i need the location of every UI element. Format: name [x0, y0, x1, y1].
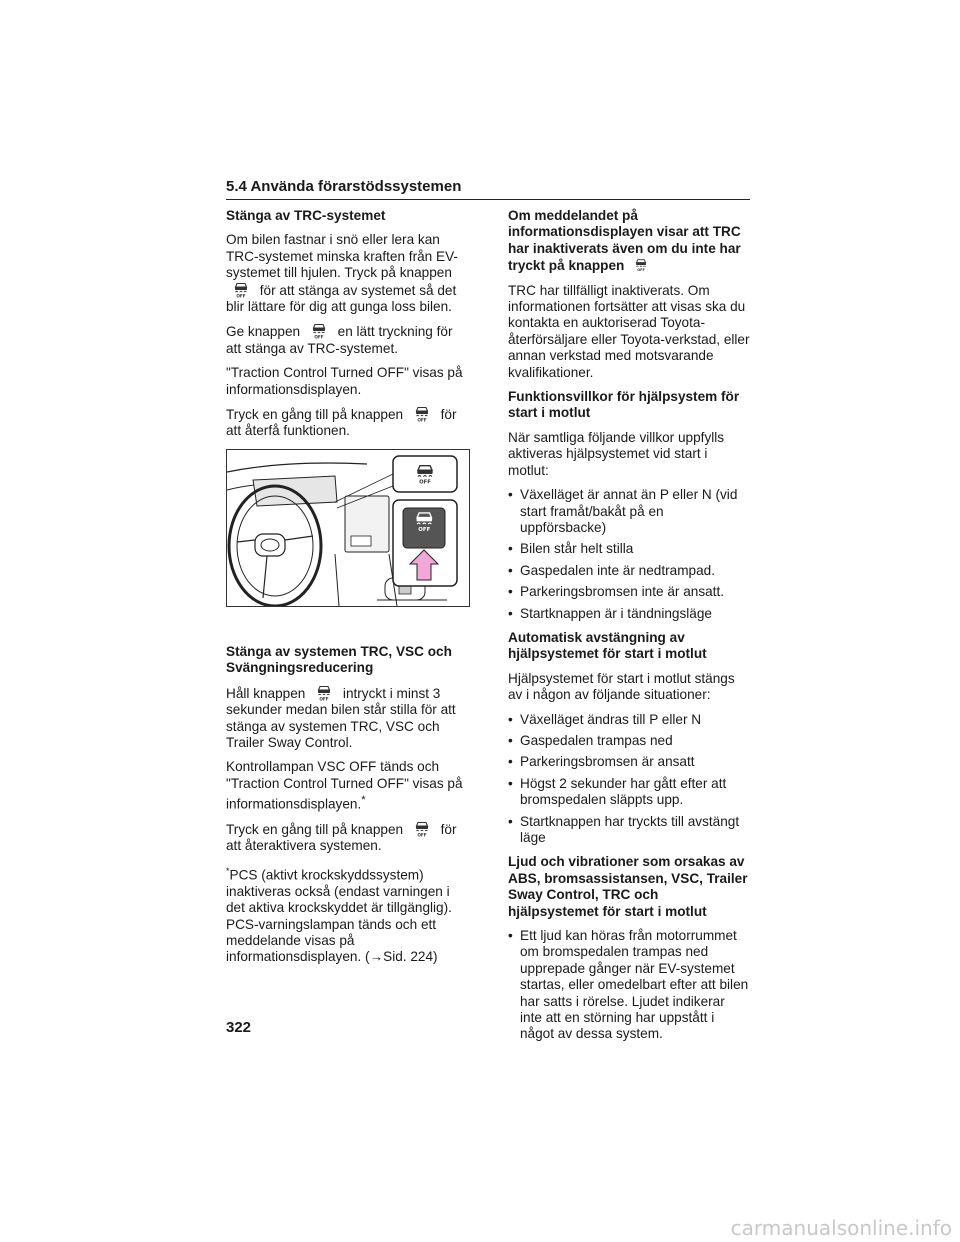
paragraph: När samtliga följande villkor uppfylls aktiveras hjälpsystemet vid start i motlut: [508, 429, 725, 478]
vsc-off-button-icon [313, 685, 335, 701]
text: Om bilen fastnar i snö eller lera kan TRC-systemet minska kraften från EV-systemet till hjulen. Tryck på knappen [226, 232, 458, 281]
watermark: carmanualsonline.info [730, 1216, 952, 1240]
text: en lätt tryckning för att stänga av TRC-systemet. [226, 324, 453, 356]
footnote-mark: * [361, 794, 366, 807]
list-item: • Startknappen är i tändningsläge [508, 606, 750, 622]
heading-hill-start-auto-off: Automatisk avstängning av hjälpsystemet för start i motlut [508, 629, 707, 662]
dashboard-illustration [226, 449, 470, 607]
text: intryckt i minst 3 sekunder medan bilen står stilla för att stänga av systemen TRC, VSC och Trailer Sway Control. [226, 685, 456, 750]
heading-sounds-vibrations: Ljud och vibrationer som orsakas av ABS, bromsassistansen, VSC, Trailer Sway Control, TRC och hjälpsystemet för start i motlut [508, 854, 748, 919]
vsc-off-button-icon [308, 323, 330, 339]
text: Ge knappen [226, 324, 301, 340]
right-column [508, 208, 750, 1051]
paragraph [226, 406, 468, 440]
list-item: • Bilen står helt stilla [508, 541, 750, 557]
text: Håll knappen [226, 685, 306, 701]
paragraph [226, 323, 468, 357]
text: Kontrollampan VSC OFF tänds och "Traction Control Turned OFF" visas på informationsdisplayen. [226, 759, 463, 812]
list-item: • Parkeringsbromsen är ansatt [508, 754, 750, 770]
heading-trc-message [508, 208, 750, 275]
paragraph [226, 759, 468, 813]
vsc-off-button-icon [230, 282, 252, 298]
list-item: • Växelläget ändras till P eller N [508, 712, 750, 728]
paragraph: "Traction Control Turned OFF" visas på informationsdisplayen. [226, 365, 463, 397]
page-number: 322 [226, 1019, 252, 1036]
footnote-mark: * [226, 865, 230, 876]
vsc-off-button-icon [632, 257, 650, 273]
heading-disable-trc: Stänga av TRC-systemet [226, 208, 386, 223]
dashboard-drawing [227, 450, 469, 606]
paragraph: Hjälpsystemet för start i motlut stängs av i någon av följande situationer: [508, 670, 735, 703]
heading-disable-trc-vsc: Stänga av systemen TRC, VSC och Svängningsreducering [226, 643, 452, 676]
list-item: • Gaspedalen trampas ned [508, 733, 750, 749]
paragraph [226, 685, 468, 752]
text: PCS (aktivt krockskyddssystem) inaktiveras också (endast varningen i det aktiva krockskyddet är tillgänglig). PCS-varningslampan tänds och ett meddelande visas på informationsdisplayen. (→Sid. 224) [226, 867, 452, 965]
text: för att återfå funktionen. [226, 407, 457, 439]
heading-hill-start-conditions: Funktionsvillkor för hjälpsystem för start i motlut [508, 389, 740, 421]
text: Tryck en gång till på knappen [226, 822, 404, 838]
auto-off-list [508, 712, 750, 847]
footnote [226, 863, 468, 966]
list-item: • Växelläget är annat än P eller N (vid start framåt/bakåt på en uppförsbacke) [508, 487, 750, 536]
vsc-off-button-icon [411, 821, 433, 837]
sounds-list [508, 928, 750, 1043]
paragraph [226, 232, 468, 315]
list-item: • Startknappen har tryckts till avstängt läge [508, 814, 750, 847]
text: för att stänga av systemet så det blir lättare för dig att gunga loss bilen. [226, 282, 457, 315]
off-label: OFF [418, 526, 431, 533]
text: för att återaktivera systemen. [226, 822, 457, 854]
list-item: • Parkeringsbromsen inte är ansatt. [508, 584, 750, 600]
paragraph: TRC har tillfälligt inaktiverats. Om informationen fortsätter att visas ska du kontakta en auktoriserad Toyota-återförsäljare eller Toyota-verkstad, eller annan verkstad med motsvarande kvalifikationer. [508, 282, 750, 380]
text: Om meddelandet på informationsdisplayen visar att TRC har inaktiverats även om du inte har tryckt på knappen [508, 208, 741, 274]
list-item: • Högst 2 sekunder har gått efter att bromspedalen släppts upp. [508, 776, 750, 809]
paragraph [226, 821, 468, 855]
vsc-off-button-icon [411, 406, 433, 422]
list-item: • Gaspedalen inte är nedtrampad. [508, 563, 750, 579]
conditions-list [508, 487, 750, 622]
section-header: 5.4 Använda förarstödssystemen [226, 178, 750, 200]
list-item: • Ett ljud kan höras från motorrummet om bromspedalen trampas ned upprepade gånger när EV-systemet startas, eller omedelbart efter att bilen har satts i rörelse. Ljudet indikerar inte att en störning har uppstått i något av dessa system. [508, 928, 750, 1043]
text: Tryck en gång till på knappen [226, 407, 404, 423]
